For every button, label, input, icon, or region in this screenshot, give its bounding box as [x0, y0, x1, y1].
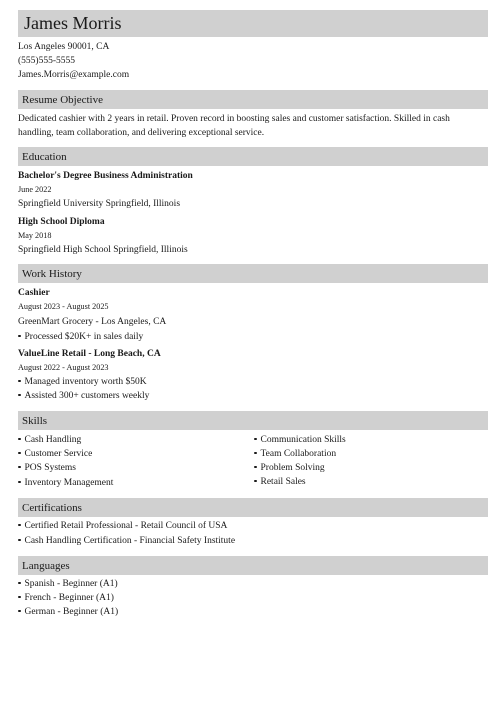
section-skills-header	[18, 411, 488, 430]
bullet-icon	[18, 452, 21, 455]
skill-item: Inventory Management	[18, 477, 113, 489]
language-item: German - Beginner (A1)	[18, 606, 118, 618]
list-item: Assisted 300+ customers weekly	[18, 390, 149, 402]
skill-item: Problem Solving	[254, 462, 325, 474]
job-company: GreenMart Grocery - Los Angeles, CA	[18, 317, 167, 327]
job-dates: August 2023 - August 2025	[18, 302, 109, 311]
section-languages-header	[18, 556, 488, 575]
language-item: French - Beginner (A1)	[18, 592, 114, 604]
education-school: Springfield High School Springfield, Illinois	[18, 245, 188, 255]
section-work-header	[18, 264, 488, 283]
section-title: Certifications	[22, 501, 82, 514]
section-certifications-header	[18, 498, 488, 517]
education-date: June 2022	[18, 185, 52, 194]
skill-item: POS Systems	[18, 462, 76, 474]
skill-item: Cash Handling	[18, 434, 81, 446]
section-title: Languages	[22, 559, 70, 572]
job-dates: August 2022 - August 2023	[18, 363, 109, 372]
candidate-name: James Morris	[24, 13, 122, 33]
skill-item: Team Collaboration	[254, 448, 336, 460]
skill-item: Communication Skills	[254, 434, 346, 446]
bullet-icon	[18, 610, 21, 613]
education-degree: Bachelor's Degree Business Administration	[18, 171, 193, 181]
bullet-icon	[254, 480, 257, 483]
job-title: Cashier	[18, 288, 50, 298]
certification-item: Certified Retail Professional - Retail Council of USA	[18, 520, 227, 532]
language-item: Spanish - Beginner (A1)	[18, 578, 118, 590]
bullet-icon	[18, 466, 21, 469]
section-objective-header	[18, 90, 488, 109]
objective-text: Dedicated cashier with 2 years in retail. Proven record in boosting sales and customer satisfaction. Skilled in cash handling, team collaboration, and delivering exceptional service.	[18, 114, 450, 138]
section-title: Skills	[22, 414, 48, 427]
section-title: Education	[22, 150, 67, 163]
bullet-icon	[254, 438, 257, 441]
bullet-icon	[18, 394, 21, 397]
contact-phone: (555)555-5555	[18, 56, 75, 66]
education-date: May 2018	[18, 231, 52, 240]
bullet-icon	[254, 466, 257, 469]
education-degree: High School Diploma	[18, 217, 105, 227]
section-title: Resume Objective	[22, 93, 103, 106]
job-title: ValueLine Retail - Long Beach, CA	[18, 349, 161, 359]
contact-email: James.Morris@example.com	[18, 70, 130, 80]
skill-item: Retail Sales	[254, 476, 306, 488]
bullet-icon	[18, 481, 21, 484]
bullet-icon	[18, 596, 21, 599]
name-header	[18, 10, 488, 37]
contact-address: Los Angeles 90001, CA	[18, 42, 110, 52]
skill-item: Customer Service	[18, 448, 92, 460]
bullet-icon	[18, 335, 21, 338]
bullet-icon	[254, 452, 257, 455]
bullet-icon	[18, 539, 21, 542]
list-item: Managed inventory worth $50K	[18, 376, 147, 388]
education-school: Springfield University Springfield, Illinois	[18, 199, 181, 209]
certification-item: Cash Handling Certification - Financial Safety Institute	[18, 535, 235, 547]
list-item: Processed $20K+ in sales daily	[18, 331, 143, 343]
section-title: Work History	[22, 267, 82, 280]
bullet-icon	[18, 582, 21, 585]
bullet-icon	[18, 438, 21, 441]
bullet-icon	[18, 524, 21, 527]
section-education-header	[18, 147, 488, 166]
bullet-icon	[18, 380, 21, 383]
